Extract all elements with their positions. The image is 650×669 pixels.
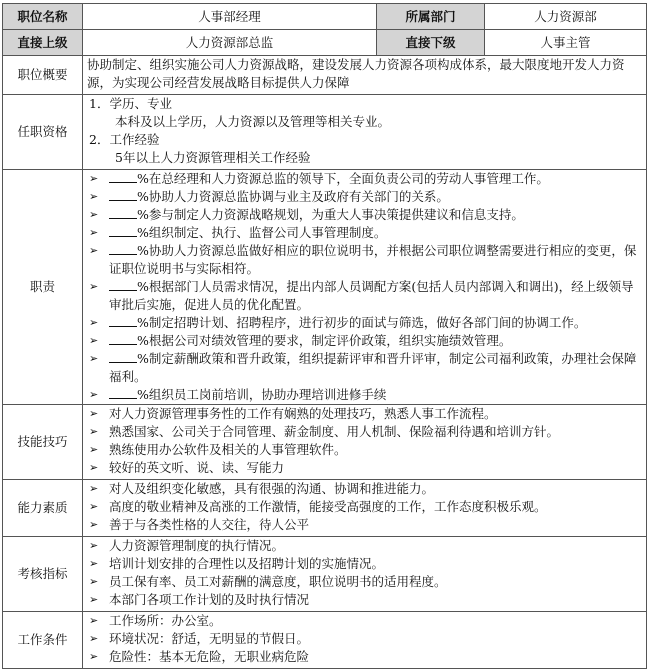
duty-item: ➢ %制定薪酬政策和晋升政策，组织提薪评审和晋升评审，制定公司福利政策，办理社会保障福利。: [89, 351, 637, 384]
bullet-arrow-icon: ➢: [89, 280, 99, 293]
position-name-value: 人事部经理: [83, 4, 377, 30]
bullet-arrow-icon: ➢: [89, 557, 99, 570]
bullet-arrow-icon: ➢: [89, 482, 99, 495]
position-row: [3, 4, 647, 30]
subordinate-label: 直接下级: [377, 30, 485, 56]
bullet-arrow-icon: ➢: [89, 500, 99, 513]
skill-item: ➢ 熟练使用办公软件及相关的人事管理软件。: [89, 442, 347, 457]
blank-line: [109, 170, 137, 183]
abilities-row: [3, 480, 647, 537]
bullet-arrow-icon: ➢: [89, 334, 99, 347]
abilities-cell: [83, 480, 647, 537]
job-description-table: [2, 3, 647, 669]
duty-item: ➢ %在总经理和人力资源总监的领导下，全面负责公司的劳动人事管理工作。: [89, 171, 549, 186]
blank-line: [109, 206, 137, 219]
duty-item: ➢ %制定招聘计划、招聘程序，进行初步的面试与筛选，做好各部门间的协调工作。: [89, 315, 587, 330]
bullet-arrow-icon: ➢: [89, 593, 99, 606]
bullet-arrow-icon: ➢: [89, 172, 99, 185]
blank-line: [109, 224, 137, 237]
bullet-arrow-icon: ➢: [89, 539, 99, 552]
qualifications-label: 任职资格: [3, 95, 83, 170]
duty-item: ➢ %参与制定人力资源战略规划，为重大人事决策提供建议和信息支持。: [89, 207, 524, 222]
blank-line: [109, 332, 137, 345]
ability-item: ➢ 善于与各类性格的人交往，待人公平: [89, 517, 310, 532]
bullet-arrow-icon: ➢: [89, 208, 99, 221]
subordinate-value: 人事主管: [485, 30, 647, 56]
duties-list: [87, 170, 642, 404]
conditions-row: [3, 612, 647, 669]
abilities-list: [87, 480, 642, 534]
bullet-arrow-icon: ➢: [89, 244, 99, 257]
bullet-arrow-icon: ➢: [89, 352, 99, 365]
conditions-list: [87, 612, 642, 666]
bullet-arrow-icon: ➢: [89, 226, 99, 239]
blank-line: [109, 188, 137, 201]
superior-row: [3, 30, 647, 56]
duty-item: ➢ %根据部门人员需求情况，提出内部人员调配方案(包括人员内部调入和调出)，经上级领导审批后实施，促进人员的优化配置。: [89, 279, 634, 312]
duties-label: 职责: [3, 170, 83, 405]
bullet-arrow-icon: ➢: [89, 518, 99, 531]
skill-item: ➢ 熟悉国家、公司关于合同管理、薪金制度、用人机制、保险福利待遇和培训方针。: [89, 424, 560, 439]
bullet-arrow-icon: ➢: [89, 443, 99, 456]
kpi-item: ➢ 本部门各项工作计划的及时执行情况: [89, 592, 310, 607]
qualification-experience-detail: 5年以上人力资源管理相关工作经验: [115, 150, 311, 165]
bullet-arrow-icon: ➢: [89, 632, 99, 645]
skills-label: 技能技巧: [3, 405, 83, 480]
kpi-item: ➢ 员工保有率、员工对薪酬的满意度，职位说明书的适用程度。: [89, 574, 447, 589]
kpis-label: 考核指标: [3, 537, 83, 612]
conditions-cell: [83, 612, 647, 669]
skills-row: [3, 405, 647, 480]
skills-list: [87, 405, 642, 477]
kpi-item: ➢ 培训计划安排的合理性以及招聘计划的实施情况。: [89, 556, 385, 571]
kpis-list: [87, 537, 642, 609]
blank-line: [109, 242, 137, 255]
department-value: 人力资源部: [485, 4, 647, 30]
duty-item: ➢ %组织员工岗前培训，协助办理培训进修手续: [89, 387, 387, 402]
condition-item: ➢ 危险性：基本无危险，无职业病危险: [89, 649, 310, 664]
bullet-arrow-icon: ➢: [89, 614, 99, 627]
superior-value: 人力资源部总监: [83, 30, 377, 56]
overview-text: 协助制定、组织实施公司人力资源战略，建设发展人力资源各项构成体系，最大限度地开发人力资源，为实现公司经营发展战略目标提供人力保障: [83, 56, 647, 95]
ability-item: ➢ 高度的敬业精神及高涨的工作激情，能接受高强度的工作，工作态度积极乐观。: [89, 499, 547, 514]
overview-label: 职位概要: [3, 56, 83, 95]
bullet-arrow-icon: ➢: [89, 650, 99, 663]
duty-item: ➢ %组织制定、执行、监督公司人事管理制度。: [89, 225, 387, 240]
skills-cell: [83, 405, 647, 480]
blank-line: [109, 278, 137, 291]
abilities-label: 能力素质: [3, 480, 83, 537]
skill-item: ➢ 较好的英文听、说、读、写能力: [89, 460, 285, 475]
superior-label: 直接上级: [3, 30, 83, 56]
bullet-arrow-icon: ➢: [89, 388, 99, 401]
blank-line: [109, 386, 137, 399]
duties-row: [3, 170, 647, 405]
duties-cell: [83, 170, 647, 405]
position-name-label: 职位名称: [3, 4, 83, 30]
skill-item: ➢ 对人力资源管理事务性的工作有娴熟的处理技巧，熟悉人事工作流程。: [89, 406, 497, 421]
condition-item: ➢ 环境状况：舒适，无明显的节假日。: [89, 631, 310, 646]
qualification-experience-title: 2．工作经验: [89, 132, 160, 147]
duty-item: ➢ %协助人力资源总监协调与业主及政府有关部门的关系。: [89, 189, 449, 204]
bullet-arrow-icon: ➢: [89, 575, 99, 588]
bullet-arrow-icon: ➢: [89, 461, 99, 474]
overview-row: [3, 56, 647, 95]
bullet-arrow-icon: ➢: [89, 190, 99, 203]
condition-item: ➢ 工作场所：办公室。: [89, 613, 222, 628]
blank-line: [109, 314, 137, 327]
bullet-arrow-icon: ➢: [89, 407, 99, 420]
bullet-arrow-icon: ➢: [89, 425, 99, 438]
bullet-arrow-icon: ➢: [89, 316, 99, 329]
qualifications-cell: [83, 95, 647, 170]
ability-item: ➢ 对人及组织变化敏感，具有很强的沟通、协调和推进能力。: [89, 481, 435, 496]
duty-item: ➢ %协助人力资源总监做好相应的职位说明书，并根据公司职位调整需要进行相应的变更，保证职位说明书与实际相符。: [89, 243, 637, 276]
qualifications-row: [3, 95, 647, 170]
conditions-label: 工作条件: [3, 612, 83, 669]
kpis-cell: [83, 537, 647, 612]
duty-item: ➢ %根据公司对绩效管理的要求，制定评价政策，组织实施绩效管理。: [89, 333, 512, 348]
blank-line: [109, 350, 137, 363]
qualification-education-detail: 本科及以上学历，人力资源以及管理等相关专业。: [115, 114, 391, 129]
kpi-item: ➢ 人力资源管理制度的执行情况。: [89, 538, 285, 553]
department-label: 所属部门: [377, 4, 485, 30]
qualification-education-title: 1．学历、专业: [89, 96, 172, 111]
kpis-row: [3, 537, 647, 612]
